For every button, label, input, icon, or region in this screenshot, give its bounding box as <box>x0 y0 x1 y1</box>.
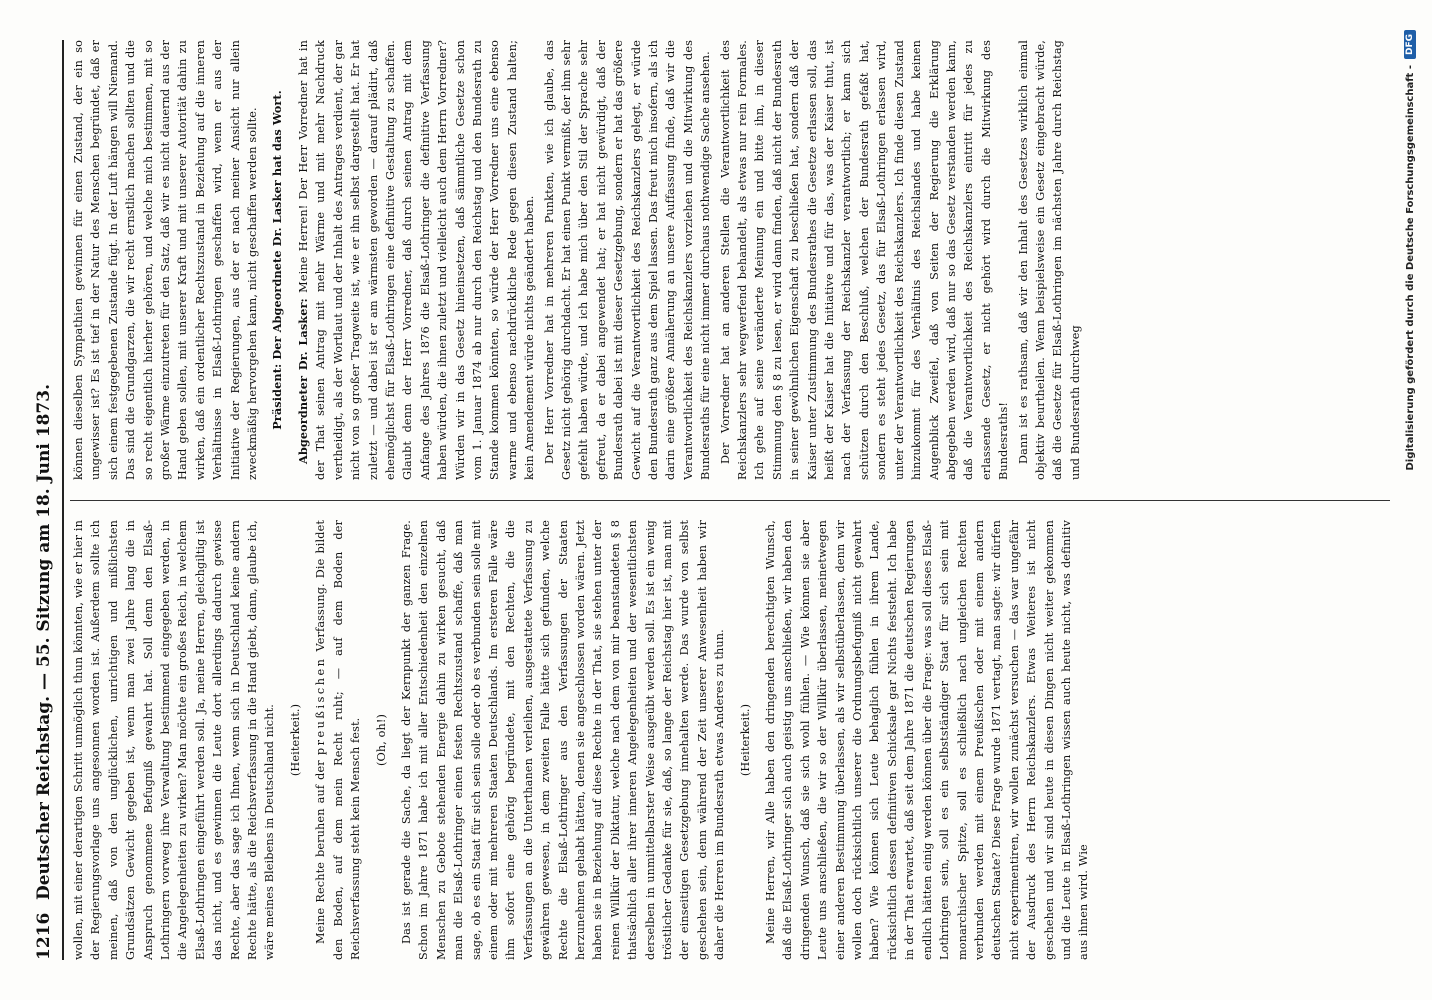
speaker-label: Abgeordneter Dr. Lasker: <box>295 298 310 464</box>
paragraph: wollen, mit einer derartigen Schritt unmöglich thun könnten, wie er hier in der Regierungsvorlage uns angesonnen worden ist. Außerdem sollte ich meinen, daß von den unglücklichen, unrichtigen und mißlichsten Grundsätzen Gewicht gegeben ist, wenn man zwei Jahre lang die in Anspruch genommene Befugniß gewahrt hat. Soll denn den Elsaß-Lothringern vorweg ihre Verwaltung bestimmend eingegeben werden, in die Angelegenheiten zu wirken? Man möchte ein großes Reich, in welchem Elsaß-Lothringen eingeführt werden soll. Ja, meine Herren, gleichgiltig ist das nicht, und es gewinnen die Leute dort allerdings dadurch gewisse Rechte, aber das sage ich Ihnen, wenn sich in Deutschland keine andern Rechte hätte, als die Reichsverfassung in die Hand giebt, dann, glaube ich, wäre meines Bleibens in Deutschland nicht. <box>72 520 277 960</box>
column-divider <box>70 500 1390 501</box>
paragraph <box>295 40 539 480</box>
paragraph: Meine Herren, wir Alle haben den dringenden berechtigten Wunsch, daß die Elsaß-Lothringer sich auch geistig uns anschließen, wir haben den dringenden Wunsch, daß sie sich wohl fühlen. — Wie können sie aber Leute uns anschließen, die wir so der Willkür überlassen, meinetwegen einer anderen Bestimmung überlassen, als wir selbstüberlassen, denn wir wollen doch rücksichtlich unserer die Ordnungsbefugniß nicht gewahrt haben? Wie können sich Leute behaglich fühlen in ihrem Lande, rücksichtlich dessen definitiven Schicksale gar Nichts feststeht. Ich habe in der That erwartet, daß seit dem Jahre 1871 die deutschen Regierungen endlich hätten einig werden können über die Frage: was soll dieses Elsaß-Lothringen sein, soll es ein selbstständiger Staat für sich sein mit monarchischer Spitze, soll es schließlich nach ungleichen Rechten verbunden werden mit einem Preußischen oder mit einem andern deutschen Staate? Diese Frage wurde 1871 vertagt, man sagte: wir dürfen nicht experimentiren, wir wollen zunächst versuchen — das war ungefähr der Ausdruck des Herrn Reichskanzlers. Etwas Weiteres ist nicht geschehen und wir sind heute in diesen Dingen nicht weiter gekommen und die Leute in Elsaß-Lothringen wissen auch heute nicht, was definitiv aus ihnen wird. Wie <box>764 520 1091 960</box>
text-run-spaced: preußischen <box>314 656 328 756</box>
page-title: Deutscher Reichstag. — 55. Sitzung am 18. Juni 1873. <box>34 384 54 900</box>
digitization-credit <box>1404 30 1416 970</box>
page-number: 1216 <box>34 912 54 960</box>
interjection: (Oh, oh!) <box>374 713 388 767</box>
dfg-logo: DFG <box>1404 30 1416 59</box>
paragraph: Der Vorredner hat an anderen Stellen die Verantwortlichkeit des Reichskanzlers sehr wegwerfend behandelt, als etwas nur rein Formales. Ich gehe auf seine veränderte Meinung ein und bitte ihn, in dieser Stimmung den § 8 zu lesen, er wird dann finden, daß nicht der Bundesrath in seiner gewöhnlichen Eigenschaft zu beschließen hat, sondern daß der Kaiser unter Zustimmung des Bundesrathes die Gesetze erlassen soll, das heißt der Kaiser hat die Initiative und für das, was der Kaiser thut, ist nach der Verfassung der Reichskanzler verantwortlich; er kann sich schützen durch den Beschluß, welchen der Bundesrath gefaßt hat, sondern es steht jedes Gesetz, das für Elsaß-Lothringen erlassen wird, unter der Verantwortlichkeit des Reichskanzlers. Ich finde diesen Zustand hinzukommt für des Verhältnis des Reichslandes und habe keinen Augenblick Zweifel, daß von Seiten der Regierung die Erklärung abgegeben werden wird, daß nur so das Gesetz verstanden werden kann, daß die Verantwortlichkeit des Reichskanzlers eintritt für jedes zu erlassende Gesetz, er nicht gehört wird durch die Mitwirkung des Bundesraths! <box>718 40 1011 480</box>
interjection: (Heiterkeit.) <box>738 703 752 777</box>
president-announcement: Präsident: Der Abgeordnete Dr. Lasker hat das Wort. <box>270 90 285 430</box>
header-rule <box>62 40 64 960</box>
left-column <box>70 520 1390 960</box>
credit-text: Digitalisierung gefördert durch die Deutsche Forschungsgemeinschaft - <box>1404 65 1416 471</box>
right-column <box>70 40 1390 480</box>
text-run: Verfassung. Die bildet den Boden, auf dem mein Recht ruht; — auf dem Boden der Reichsverfassung steht kein Mensch fest. <box>314 520 363 960</box>
page-header <box>34 40 58 960</box>
paragraph: Der Herr Vorredner hat in mehreren Punkten, wie ich glaube, das Gesetz nicht gehörig durchdacht. Er hat einen Punkt vermißt, der ihm sehr gefehlt haben würde, und ich habe mich über den Stil der Sprache sehr gefreut, da er dabei angewendet hat; er hat nicht gewürdigt, daß der Bundesrath dabei ist mit dieser Gesetzgebung, sondern er hat das größere Gewicht auf die Verantwortlichkeit des Reichskanzlers gelegt, er würde den Bundesrath ganz aus dem Spiel lassen. Das freut mich insofern, als ich darin eine größere Annäherung an unsere Auffassung finde, daß wir die Verantwortlichkeit des Reichskanzlers vorziehen und die Mitwirkung des Bundesraths für eine nicht immer durchaus nothwendige Sache ansehen. <box>542 40 713 480</box>
paragraph: können dieselben Sympathien gewinnen für einen Zustand, der ein so ungewisser ist? Es ist tief in der Natur des Menschen begründet, daß er sich einem festgegebenen Zustande fügt. In der Luft hängen will Niemand. Das sind die Grundgarzen, die wir recht ernstlich machen sollten und die so recht eigentlich hierher gehören, und welche mich bestimmen, mit so großer Wärme einzutreten für den Satz, daß wir es nicht dauernd aus der Hand geben sollen, mit unserer Kraft und mit unserer Autorität dahin zu wirken, daß ein ordentlicher Rechtszustand in Beziehung auf die inneren Verhältnisse in Elsaß-Lothringen geschaffen wird, wenn er aus der Initiative der Regierungen, aus der er nach meiner Ansicht nur allein zweckmäßig hervorgehen kann, nicht geschaffen werden sollte. <box>72 40 260 480</box>
paragraph <box>312 520 364 960</box>
interjection: (Heiterkeit.) <box>288 703 302 777</box>
paragraph: Das ist gerade die Sache, da liegt der Kernpunkt der ganzen Frage. Schon im Jahre 1871 habe ich mit aller Entschiedenheit den einzelnen Menschen zu Gebote stehenden Energie dahin zu wirken gesucht, daß man die Elsaß-Lothringer einen festen Rechtszustand schaffe, daß man sage, ob es ein Staat für sich sein solle oder ob es verbunden sein solle mit einem oder mit mehreren Staaten Deutschlands. Im ersteren Falle wäre ihm sofort eine gehörig begründete, mit den Rechten, die die Verfassungen an die Unterthanen verleihen, ausgestattete Verfassung zu gewähren gewesen, in dem zweiten Falle hätte sich gefunden, welche Rechte die Elsaß-Lothringer aus den Verfassungen der Staaten herzunehmen gehabt hätten, denen sie angeschlossen worden wären. Jetzt haben sie in Beziehung auf diese Rechte in der That, sie stehen unter der reinen Willkür der Diktatur, welche nach dem von mir beanstandeten § 8 thatsächlich aller ihrer inneren Angelegenheiten und der wesentlichsten derselben in unmittelbarster Weise ausgeübt werden soll. Es ist ein wenig tröstlicher Gedanke für sie, daß, so lange der Reichstag hier ist, man mit der einseitigen Gesetzgebung innehalten werde. Das wurde von selbst geschehen sein, denn während der Zeit unserer Anwesenheit haben wir daher die Herren im Bundesrath etwas Anderes zu thun. <box>399 520 727 960</box>
paragraph: Dann ist es rathsam, daß wir den Inhalt des Gesetzes wirklich einmal objektiv beurtheilen. Wenn beispielsweise ein Gesetz eingebracht würde, daß die Gesetze für Elsaß-Lothringen im nächsten Jahre durch Reichstag und Bundesrath durchweg <box>1016 40 1082 480</box>
text-run: Meine Rechte beruhen auf der <box>314 760 328 944</box>
text-run: Meine Herren! Der Herr Vorredner hat in der That seinen Antrag mit mehr Wärme und mit mehr Nachdruck vertheidigt, als der Wortlaut und der Inhalt des Antrages verdient, der gar nicht von so großer Tragweite ist, wie er ihn selbst dargestellt hat. Er hat zuletzt — und dabei ist er am wärmsten geworden — darauf plädirt, daß ehemöglichst für Elsaß-Lothringen eine definitive Gestaltung zu schaffen. Glaubt denn der Herr Vorredner, daß durch seinen Antrag mit dem Anfange des Jahres 1876 die Elsaß-Lothringer die definitive Verfassung haben würden, die ihnen zuletzt und vielleicht auch dem Herrn Vorredner? Würden wir in das Gesetz hineinsetzen, daß sämmtliche Gesetze schon vom 1. Januar 1874 ab nur durch den Reichstag und den Bundesrath zu Stande kommen könnten, so würde der Herr Vorredner uns eine ebenso warme und ebenso nachdrückliche Rede gegen diesen Zustand halten; kein Amendement würde nichts geändert haben. <box>296 40 537 480</box>
